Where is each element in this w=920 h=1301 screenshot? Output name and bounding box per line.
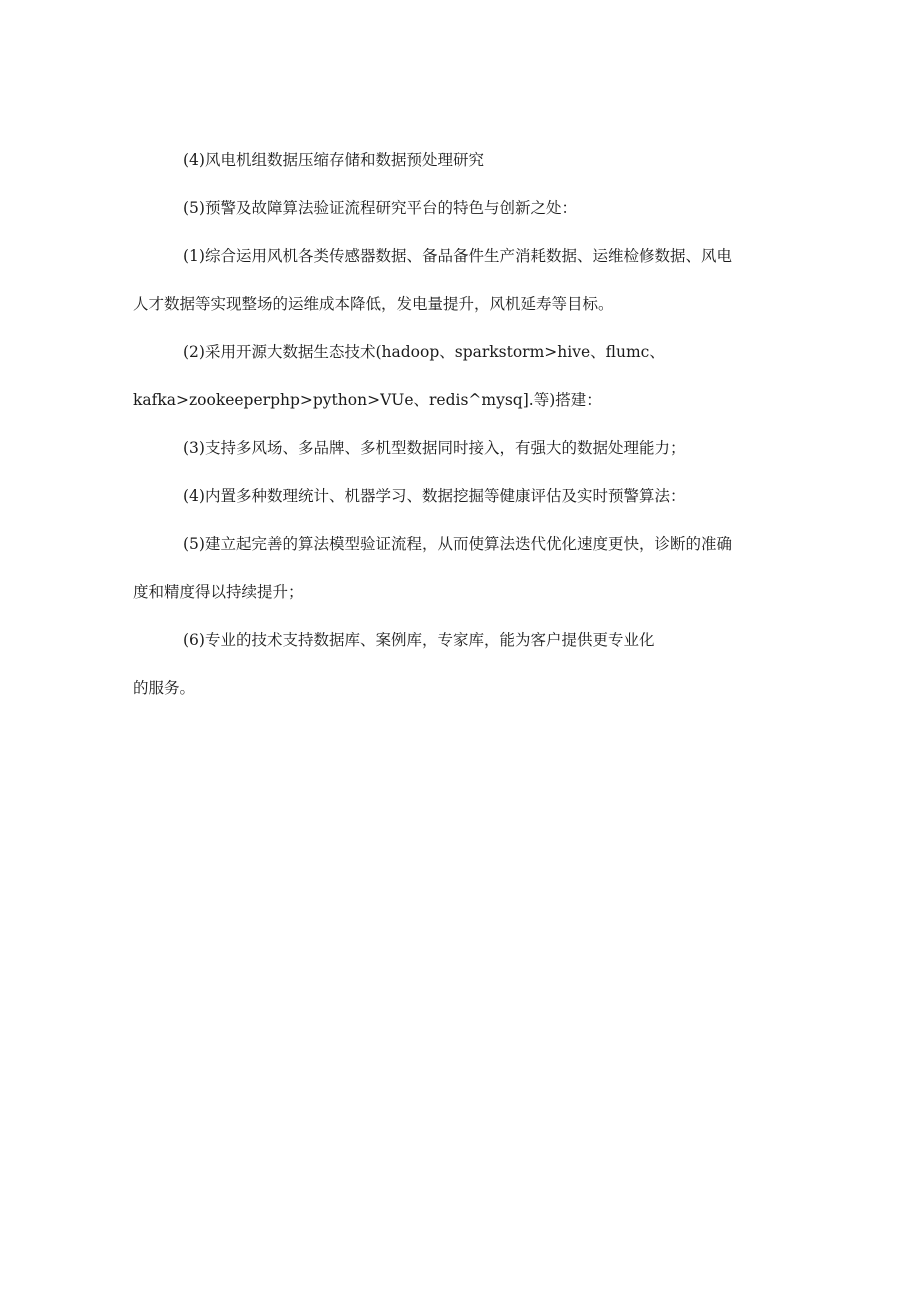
paragraph-item-5-features-heading (133, 184, 793, 232)
paragraph-line: (2)采用开源大数据生态技术(hadoop、sparkstorm>hive、flumc、 (183, 343, 665, 361)
document-body (133, 136, 793, 712)
paragraph-feature-5 (133, 520, 793, 616)
paragraph-line: (6)专业的技术支持数据库、案例库，专家库，能为客户提供更专业化 (183, 631, 655, 649)
paragraph-feature-2 (133, 328, 793, 424)
paragraph-feature-6 (133, 616, 793, 712)
paragraph-line: (5)建立起完善的算法模型验证流程，从而使算法迭代优化速度更快，诊断的准确 (183, 535, 732, 553)
paragraph-line: (1)综合运用风机各类传感器数据、备品备件生产消耗数据、运维检修数据、风电 (183, 247, 732, 265)
paragraph-line: 人才数据等实现整场的运维成本降低，发电量提升，风机延寿等目标。 (133, 295, 614, 313)
paragraph-line: (5)预警及故障算法验证流程研究平台的特色与创新之处： (183, 199, 577, 217)
paragraph-line: (4)内置多种数理统计、机器学习、数据挖掘等健康评估及实时预警算法： (183, 487, 686, 505)
paragraph-line: (3)支持多风场、多品牌、多机型数据同时接入，有强大的数据处理能力； (183, 439, 686, 457)
paragraph-line: (4)风电机组数据压缩存储和数据预处理研究 (183, 151, 484, 169)
paragraph-feature-4 (133, 472, 793, 520)
paragraph-item-4-compression (133, 136, 793, 184)
paragraph-feature-1 (133, 232, 793, 328)
paragraph-line: kafka>zookeeperphp>python>VUe、redis^mysq].等)搭建： (133, 391, 602, 409)
paragraph-line: 的服务。 (133, 679, 196, 697)
paragraph-feature-3 (133, 424, 793, 472)
paragraph-line: 度和精度得以持续提升； (133, 583, 304, 601)
